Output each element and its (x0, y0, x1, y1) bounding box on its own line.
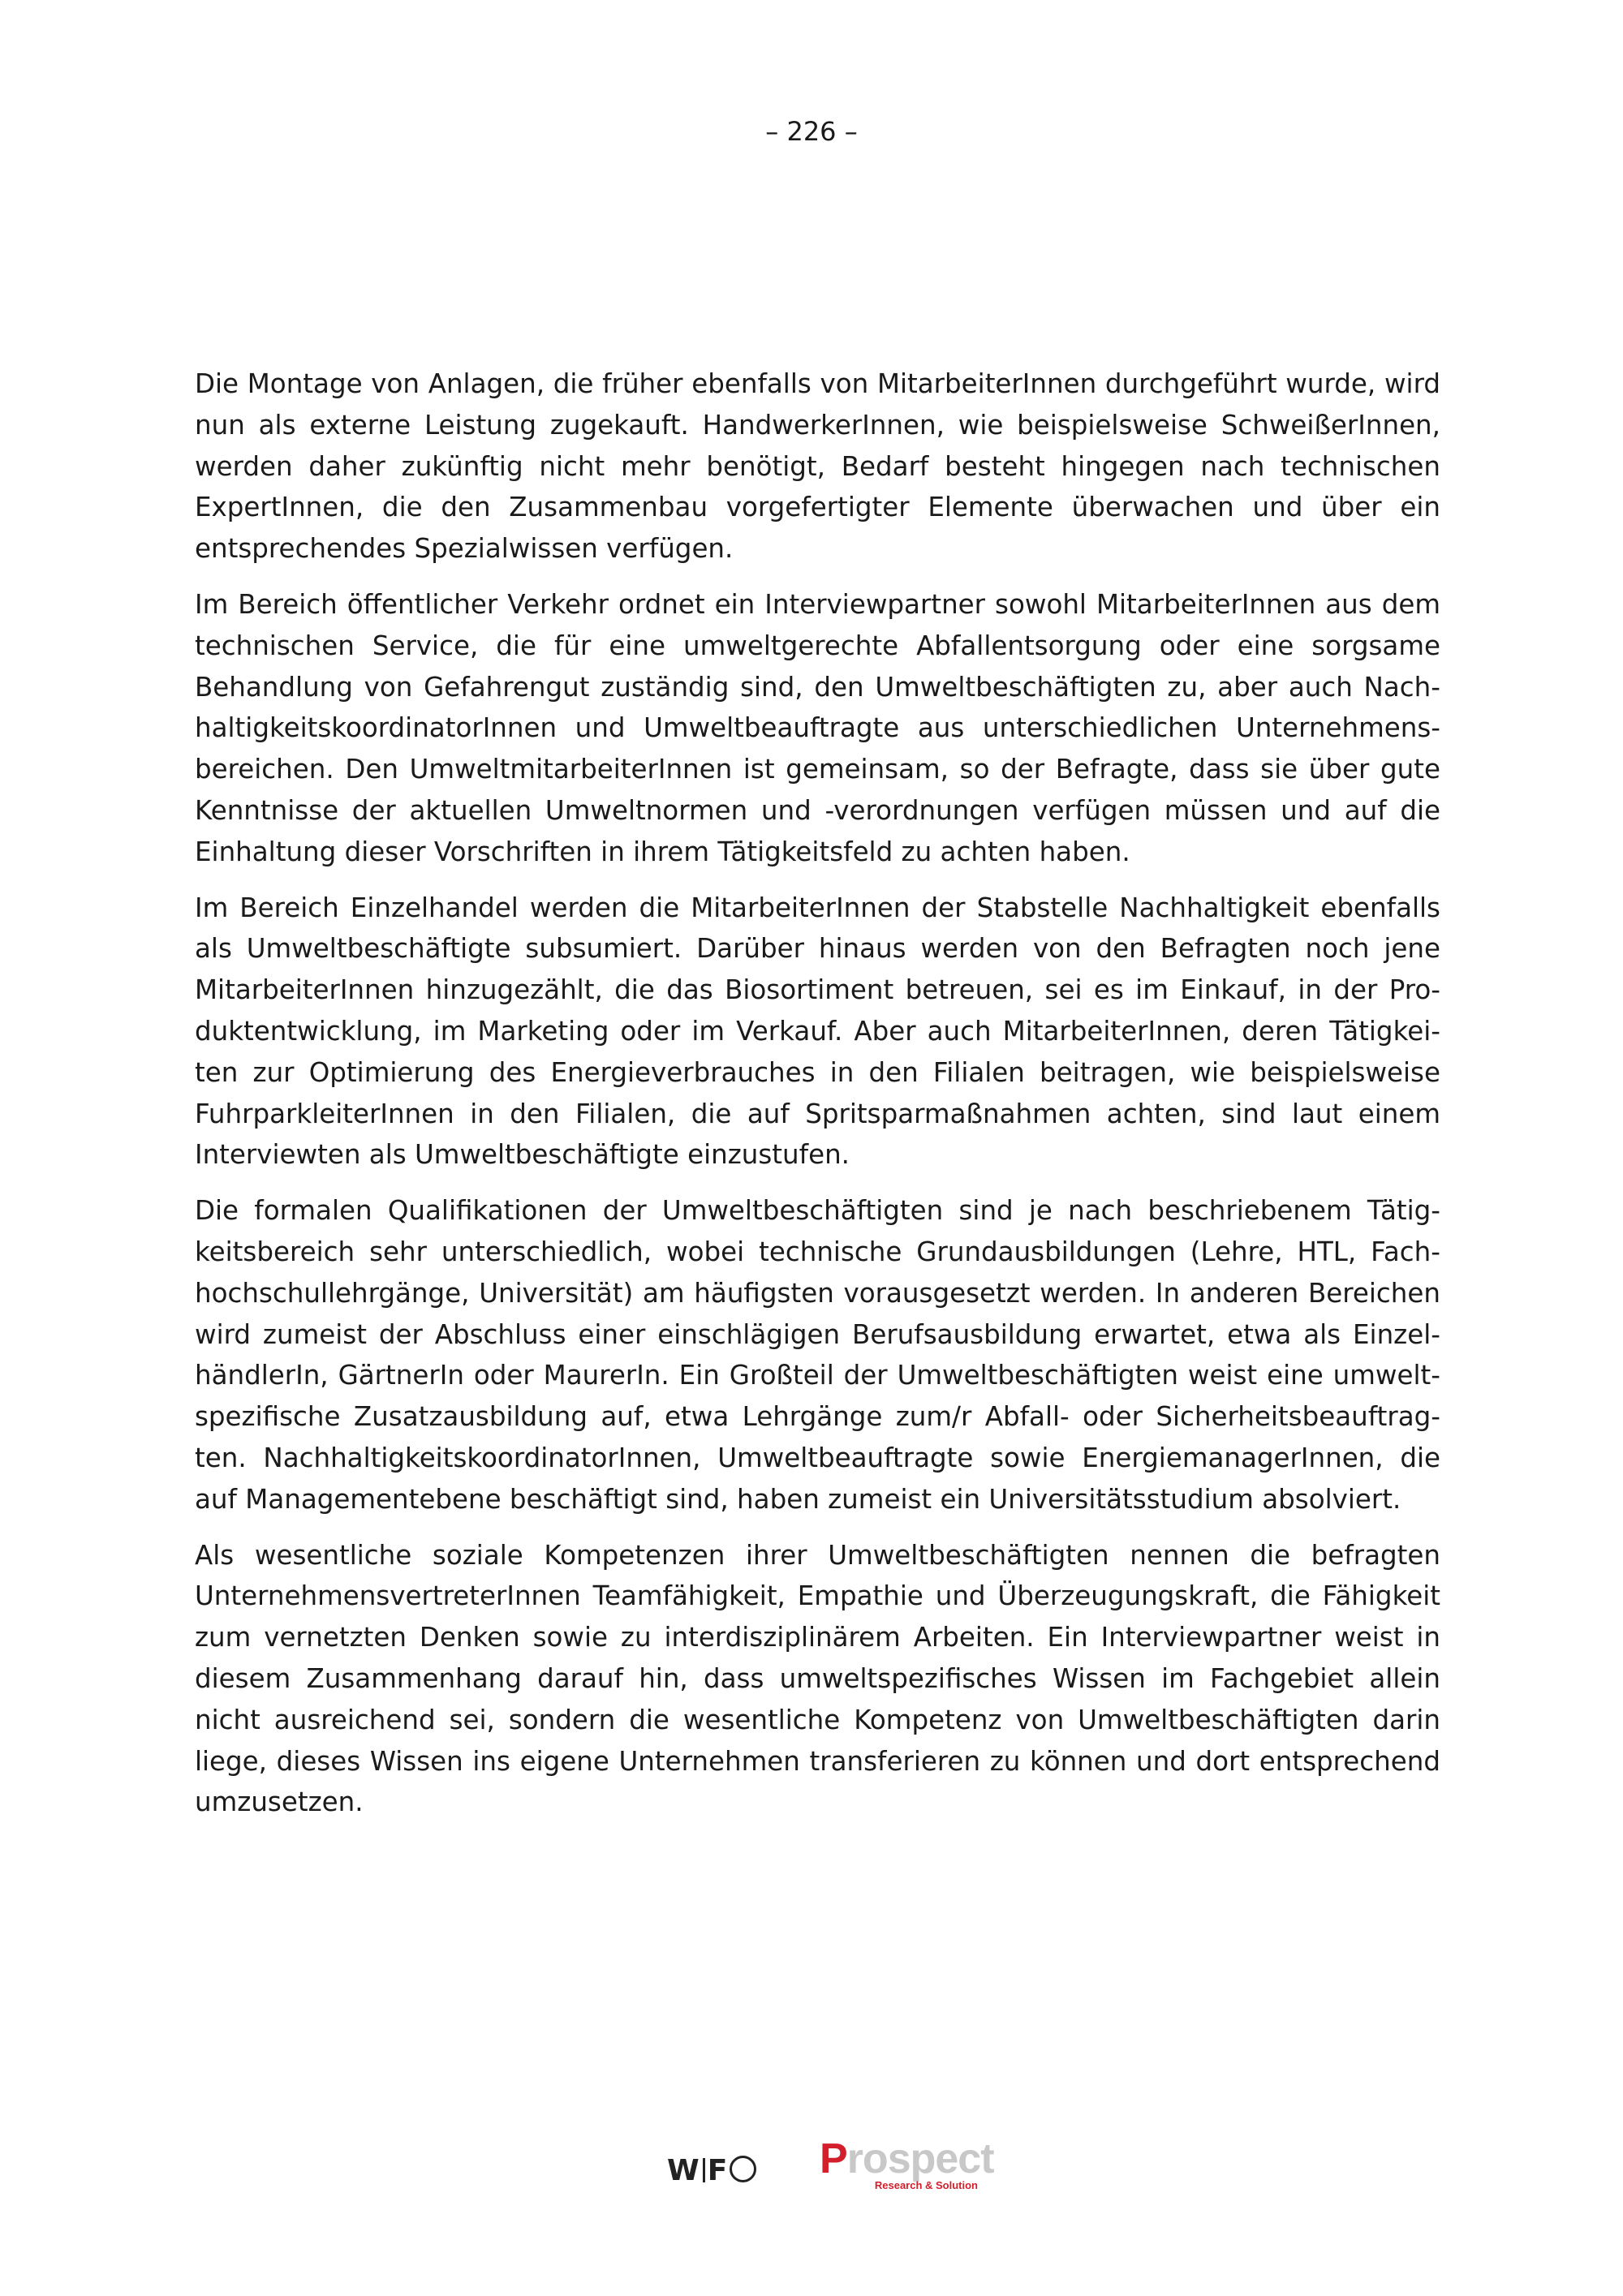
paragraph-3: Im Bereich Einzelhandel werden die MitarbeiterInnen der Stabstelle Nachhaltigkeit ebenfalls als Umweltbeschäftigte subsumiert. Darüber hinaus werden von den Befragten noch jene MitarbeiterInnen hinzugezählt, die das Biosortiment betreuen, sei es im Einkauf, in der Produktentwicklung, im Marketing oder im Verkauf. Aber auch MitarbeiterInnen, deren Tätigkeiten zur Optimierung des Energieverbrauches in den Filialen beitragen, wie beispielsweise FuhrparkleiterInnen in den Filialen, die auf Spritsparmaßnahmen achten, sind laut einem Interviewten als Umweltbeschäftigte einzustufen. (195, 892, 1440, 1171)
footer-logos (0, 2135, 1623, 2203)
paragraph-1: Die Montage von Anlagen, die früher ebenfalls von MitarbeiterInnen durchgeführt wurde, wird nun als externe Leistung zugekauft. HandwerkerInnen, wie beispielsweise SchweißerInnen, werden daher zukünftig nicht mehr benötigt, Bedarf besteht hingegen nach technischen ExpertInnen, die den Zusammenbau vorgefertigter Elemente überwachen und über ein entsprechendes Spezialwissen verfügen. (195, 368, 1440, 565)
wifo-logo-w: W (667, 2154, 700, 2187)
wifo-logo-circle (730, 2156, 756, 2182)
prospect-logo (820, 2135, 994, 2191)
wifo-logo (667, 2154, 756, 2187)
prospect-logo-tagline: Research & Solution (874, 2179, 978, 2191)
paragraph-4: Die formalen Qualifikationen der Umweltbeschäftigten sind je nach beschriebenem Tätigkeitsbereich sehr unterschiedlich, wobei technische Grundausbildungen (Lehre, HTL, Fachhochschullehrgänge, Universität) am häufigsten vorausgesetzt werden. In anderen Bereichen wird zumeist der Abschluss einer einschlägigen Berufsausbildung erwartet, etwa als EinzelhändlerIn, GärtnerIn oder MaurerIn. Ein Großteil der Umweltbeschäftigten weist eine umweltspezifische Zusatzausbildung auf, etwa Lehrgänge zum/r Abfall- oder Sicherheitsbeauftragten. NachhaltigkeitskoordinatorInnen, Umweltbeauftragte sowie EnergiemanagerInnen, die auf Managementebene beschäftigt sind, haben zumeist ein Universitätsstudium absolviert. (195, 1195, 1440, 1515)
prospect-logo-word (820, 2135, 994, 2182)
body-text (195, 363, 1440, 1838)
prospect-logo-p: P (820, 2135, 847, 2182)
wifo-logo-bar (703, 2158, 705, 2182)
paragraph-5: Als wesentliche soziale Kompetenzen ihrer Umweltbeschäftigten nennen die befragten UnternehmensvertreterInnen Teamfähigkeit, Empathie und Überzeugungskraft, die Fähigkeit zum vernetzten Denken sowie zu interdisziplinärem Arbeiten. Ein Interviewpartner weist in diesem Zusammenhang darauf hin, dass umweltspezifisches Wissen im Fachgebiet allein nicht ausreichend sei, sondern die wesentliche Kompetenz von Umweltbeschäftigten darin liege, dieses Wissen ins eigene Unternehmen transferieren zu können und dort entsprechend umzusetzen. (195, 1539, 1440, 1818)
page-number: – 226 – (765, 116, 858, 147)
paragraph-2: Im Bereich öffentlicher Verkehr ordnet ein Interviewpartner sowohl MitarbeiterInnen aus dem technischen Service, die für eine umweltgerechte Abfallentsorgung oder eine sorgsame Behandlung von Gefahrengut zuständig sind, den Umweltbeschäftigten zu, aber auch NachhaltigkeitskoordinatorInnen und Umweltbeauftragte aus unterschiedlichen Unternehmensbereichen. Den UmweltmitarbeiterInnen ist gemeinsam, so der Befragte, dass sie über gute Kenntnisse der aktuellen Umweltnormen und -verordnungen verfügen müssen und auf die Einhaltung dieser Vorschriften in ihrem Tätigkeitsfeld zu achten haben. (195, 588, 1440, 867)
prospect-logo-rest: rospect (846, 2135, 994, 2182)
wifo-logo-f: F (707, 2154, 729, 2187)
